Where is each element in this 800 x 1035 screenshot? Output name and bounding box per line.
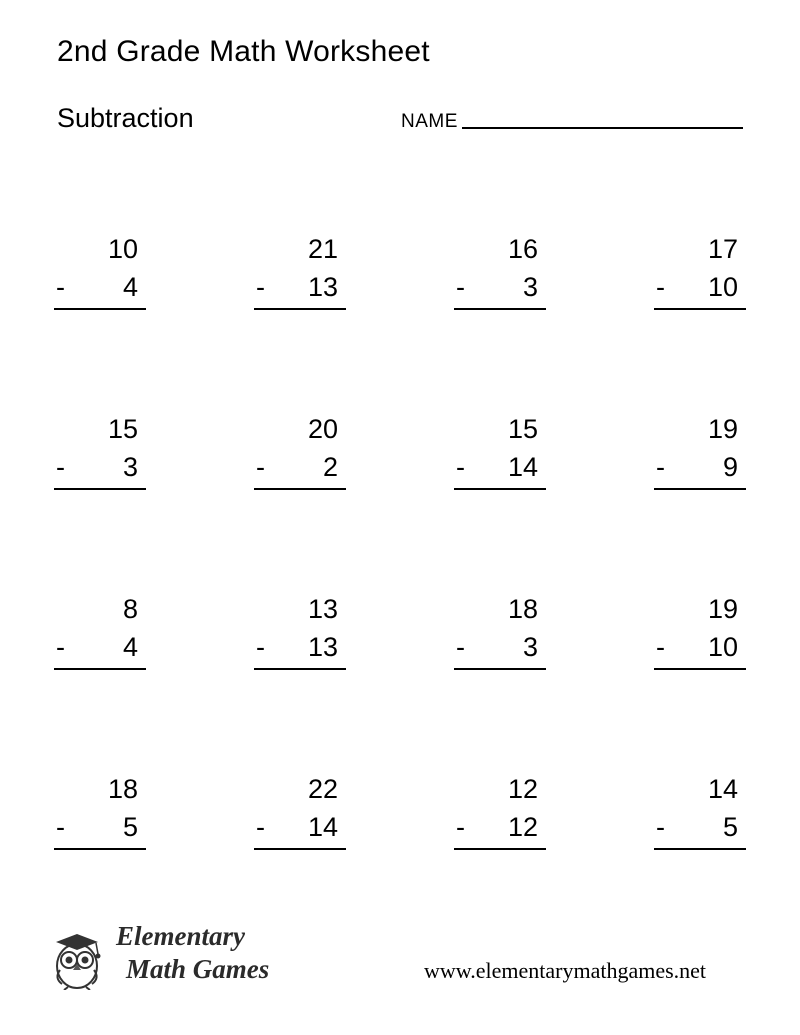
minuend: 21 — [307, 234, 338, 264]
subtrahend: 4 — [122, 272, 138, 302]
subtrahend: 10 — [707, 272, 738, 302]
problem — [54, 410, 146, 490]
subtraction-line — [654, 448, 746, 490]
subtraction-line — [654, 268, 746, 310]
problem — [54, 230, 146, 310]
name-label: NAME — [401, 111, 458, 132]
problem-cell — [600, 388, 800, 568]
subtraction-line — [454, 628, 546, 670]
minuend: 19 — [707, 594, 738, 624]
subtrahend: 2 — [322, 452, 338, 482]
subtrahend: 3 — [122, 452, 138, 482]
minuend: 17 — [707, 234, 738, 264]
subtrahend: 13 — [307, 272, 338, 302]
subtraction-line — [254, 808, 346, 850]
minuend: 15 — [507, 414, 538, 444]
problem — [454, 410, 546, 490]
subtraction-line — [254, 628, 346, 670]
subtrahend: 12 — [507, 812, 538, 842]
problem — [254, 410, 346, 490]
problem-cell — [600, 568, 800, 748]
owl-graduate-icon — [46, 926, 108, 990]
subtraction-line — [254, 268, 346, 310]
problem-row — [0, 208, 800, 388]
subtrahend: 14 — [507, 452, 538, 482]
operator: - — [656, 632, 665, 662]
subtraction-line — [654, 808, 746, 850]
minuend: 13 — [307, 594, 338, 624]
operator: - — [656, 272, 665, 302]
minuend: 18 — [507, 594, 538, 624]
problem — [454, 770, 546, 850]
problem-cell — [0, 568, 200, 748]
problem-cell — [200, 748, 400, 928]
subtrahend: 3 — [522, 632, 538, 662]
problem-cell — [200, 568, 400, 748]
operator: - — [456, 812, 465, 842]
operator: - — [256, 272, 265, 302]
minuend: 10 — [107, 234, 138, 264]
minuend: 19 — [707, 414, 738, 444]
minuend: 18 — [107, 774, 138, 804]
worksheet-subtitle: Subtraction — [57, 103, 194, 133]
operator: - — [256, 812, 265, 842]
operator: - — [256, 632, 265, 662]
problem-row — [0, 388, 800, 568]
page-title: 2nd Grade Math Worksheet — [57, 35, 430, 68]
problem — [654, 770, 746, 850]
minuend: 8 — [122, 594, 138, 624]
problem — [454, 590, 546, 670]
minuend: 14 — [707, 774, 738, 804]
problem-cell — [600, 208, 800, 388]
brand-line-2: Math Games — [126, 954, 270, 984]
name-input-line[interactable] — [462, 127, 743, 129]
subtraction-line — [54, 628, 146, 670]
problem-cell — [0, 208, 200, 388]
problem-cell — [400, 208, 600, 388]
operator: - — [456, 452, 465, 482]
subtrahend: 5 — [722, 812, 738, 842]
minuend: 15 — [107, 414, 138, 444]
operator: - — [656, 812, 665, 842]
website-url[interactable]: www.elementarymathgames.net — [424, 958, 707, 983]
problem — [654, 230, 746, 310]
minuend: 22 — [307, 774, 338, 804]
operator: - — [256, 452, 265, 482]
problem-cell — [400, 568, 600, 748]
subtrahend: 3 — [522, 272, 538, 302]
problem-cell — [200, 388, 400, 568]
subtraction-line — [54, 448, 146, 490]
operator: - — [656, 452, 665, 482]
subtraction-line — [54, 268, 146, 310]
operator: - — [456, 272, 465, 302]
problem — [254, 230, 346, 310]
problem-cell — [400, 388, 600, 568]
subtrahend: 4 — [122, 632, 138, 662]
problem — [654, 410, 746, 490]
problem-cell — [600, 748, 800, 928]
problem — [454, 230, 546, 310]
minuend: 16 — [507, 234, 538, 264]
problem — [54, 770, 146, 850]
problem — [254, 770, 346, 850]
name-field-group — [401, 112, 743, 131]
subtraction-line — [454, 268, 546, 310]
problem-cell — [200, 208, 400, 388]
brand-name — [116, 920, 269, 986]
brand-line-1: Elementary — [116, 921, 245, 951]
problem-cell — [400, 748, 600, 928]
operator: - — [56, 272, 65, 302]
subtraction-line — [454, 808, 546, 850]
subtrahend: 10 — [707, 632, 738, 662]
problem-cell — [0, 748, 200, 928]
subtrahend: 5 — [122, 812, 138, 842]
problem-cell — [0, 388, 200, 568]
minuend: 20 — [307, 414, 338, 444]
problem — [54, 590, 146, 670]
operator: - — [56, 632, 65, 662]
minuend: 12 — [507, 774, 538, 804]
problem — [254, 590, 346, 670]
subtrahend: 13 — [307, 632, 338, 662]
problem — [654, 590, 746, 670]
subtraction-line — [54, 808, 146, 850]
brand-logo — [46, 920, 316, 995]
subtrahend: 9 — [722, 452, 738, 482]
subtraction-line — [654, 628, 746, 670]
subtraction-line — [254, 448, 346, 490]
problem-row — [0, 568, 800, 748]
subtrahend: 14 — [307, 812, 338, 842]
problem-row — [0, 748, 800, 928]
subtraction-line — [454, 448, 546, 490]
operator: - — [456, 632, 465, 662]
operator: - — [56, 452, 65, 482]
problems-grid — [0, 208, 800, 928]
operator: - — [56, 812, 65, 842]
